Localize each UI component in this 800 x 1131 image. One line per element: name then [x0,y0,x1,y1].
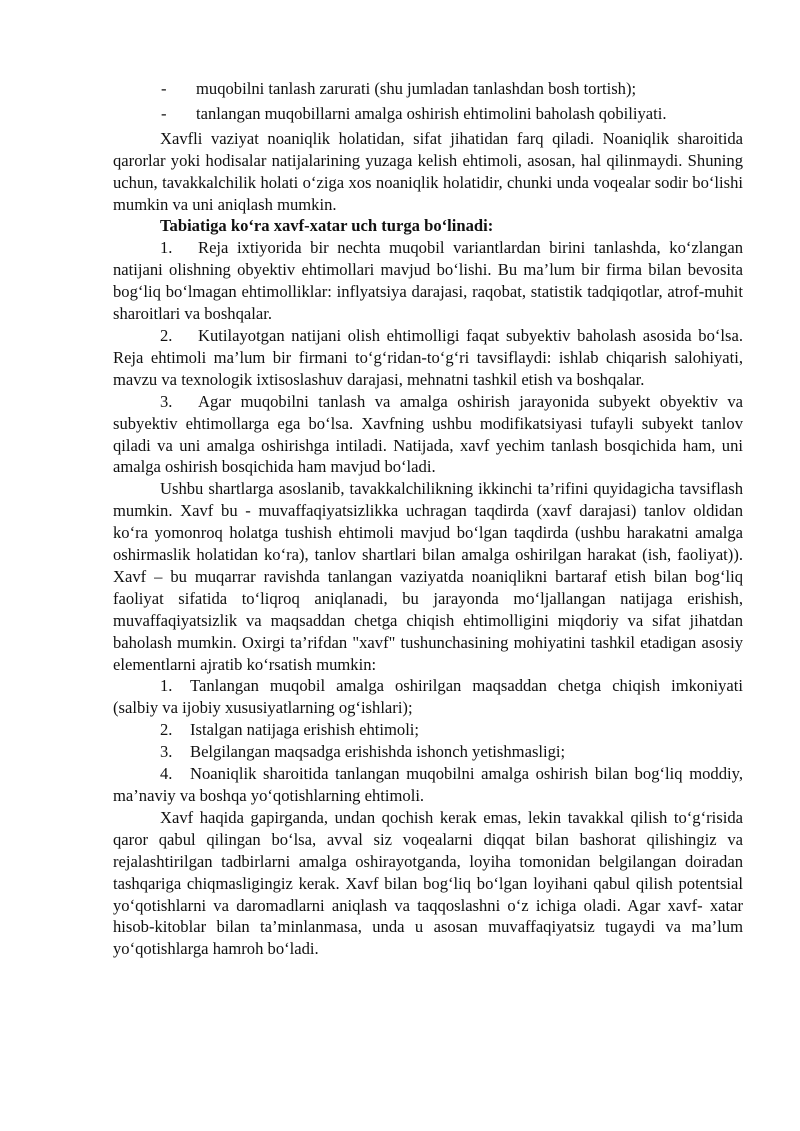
section-heading: Tabiatiga ko‘ra xavf-xatar uch turga bo‘linadi: [160,216,494,236]
item-number: 1. [160,238,173,258]
bullet-item [113,103,743,125]
numbered-item [113,237,743,325]
paragraph-risk-vs-uncertainty: Xavfli vaziyat noaniqlik holatidan, sifat jihatidan farq qiladi. Noaniqlik sharoitida qarorlar yoki hodisalar natijalarining yuzaga kelish ehtimoli, asosan, hal qilinmaydi. Shuning uchun, tavakkalchilik holati o‘ziga xos noaniqlik holatidir, chunki unda voqealar sodir bo‘lishi mumkin va uni aniqlash mumkin. [113,128,743,214]
item-text: Kutilayotgan natijani olish ehtimolligi faqat subyektiv baholash asosida bo‘lsa. Reja ehtimoli ma’lum bir firmani to‘g‘ridan-to‘g‘ri tavsiflaydi: ishlab chiqarish salohiyati, mavzu va texnologik ixtisoslashuv darajasi, mehnatni tashkil etish va boshqalar. [113,325,743,389]
item-text: Belgilangan maqsadga erishishda ishonch yetishmasligi; [190,742,566,762]
bullet-text: muqobilni tanlash zarurati (shu jumladan tanlashdan bosh tortish); [196,79,637,98]
item-text: Noaniqlik sharoitida tanlangan muqobilni amalga oshirish bilan bog‘liq moddiy, ma’naviy va boshqa yo‘qotishlarning ehtimoli. [113,764,743,805]
numbered-item [113,325,743,391]
bullet-text: tanlangan muqobillarni amalga oshirish ehtimolini baholash qobiliyati. [196,103,667,123]
bullet-marker: - [161,103,167,123]
numbered-item [113,763,743,807]
item-number: 2. [160,325,173,345]
item-text: Tanlangan muqobil amalga oshirilgan maqsaddan chetga chiqish imkoniyati (salbiy va ijobiy xususiyatlarning og‘ishlari); [113,676,743,718]
bullet-item [113,78,743,100]
item-text: Agar muqobilni tanlash va amalga oshirish jarayonida subyekt obyektiv va subyektiv ehtimollarga ega bo‘lsa. Xavfning ushbu modifikatsiyasi tufayli subyekt tanlov qiladi va uni amalga oshirishga intiladi. Natijada, xavf yechim tanlash bosqichida ham, uni amalga oshirish bosqichida ham mavjud bo‘ladi. [113,391,743,477]
document-page [113,78,743,960]
paragraph-conclusion: Xavf haqida gapirganda, undan qochish kerak emas, lekin tavakkal qilish to‘g‘risida qaror qabul qilingan bo‘lsa, avval siz voqealarni diqqat bilan bashorat qilishingiz va rejalashtirilgan tadbirlarni amalga oshirayotganda, loyiha tomonidan belgilangan doiradan tashqariga chiqmasligingiz kerak. Xavf bilan bog‘liq bo‘lgan loyihani qabul qilish potentsial yo‘qotishlarni va daromadlarni aniqlash va taqqoslashni o‘z ichiga oladi. Agar xavf- xatar hisob-kitoblar bilan ta’minlanmasa, unda u asosan muvaffaqiyatsiz tugaydi va ma’lum yo‘qotishlarga hamroh bo‘ladi. [113,807,743,959]
item-number: 3. [160,391,173,411]
paragraph-second-definition: Ushbu shartlarga asoslanib, tavakkalchilikning ikkinchi ta’rifini quyidagicha tavsiflash mumkin. Xavf bu - muvaffaqiyatsizlikka uchragan taqdirda (xavf darajasi) tanlov oldidan ko‘ra yomonroq holatga tushish ehtimoli mavjud bo‘lgan taqdirda (ushbu harakatni amalga oshirmaslik holatidan ko‘ra), tanlov shartlari bilan amalga oshirilgan harakat (ish, faoliyat)). Xavf – bu muqarrar ravishda tanlangan vaziyatda noaniqlikni bartaraf etish bilan bog‘liq faoliyat sifatida to‘liqroq aniqlanadi, bu jarayonda mo‘ljallangan natijaga erishish, muvaffaqiyatsizlik va maqsaddan chetga chiqish ehtimolligini miqdoriy va sifat jihatdan baholash mumkin. Oxirgi ta’rifdan "xavf" tushunchasining mohiyatini tashkil etadigan asosiy elementlarni ajratib ko‘rsatish mumkin: [113,479,743,674]
item-number: 2. [160,720,173,740]
numbered-item [113,741,743,763]
item-number: 3. [160,742,173,762]
bullet-marker: - [161,79,167,98]
item-text: Reja ixtiyorida bir nechta muqobil variantlardan birini tanlashda, ko‘zlangan natijani olishning obyektiv ehtimollari mavjud bo‘lishi. Bu ma’lum bir firma bilan bevosita bog‘liq bo‘lmagan ehtimolliklar: inflyatsiya darajasi, raqobat, statistik tadqiqotlar, atrof-muhit sharoitlari va boshqalar. [113,238,743,324]
item-number: 1. [160,676,173,696]
numbered-item [113,391,743,479]
numbered-item [113,675,743,719]
numbered-item [113,719,743,741]
item-number: 4. [160,764,173,784]
item-text: Istalgan natijaga erishish ehtimoli; [190,720,420,740]
